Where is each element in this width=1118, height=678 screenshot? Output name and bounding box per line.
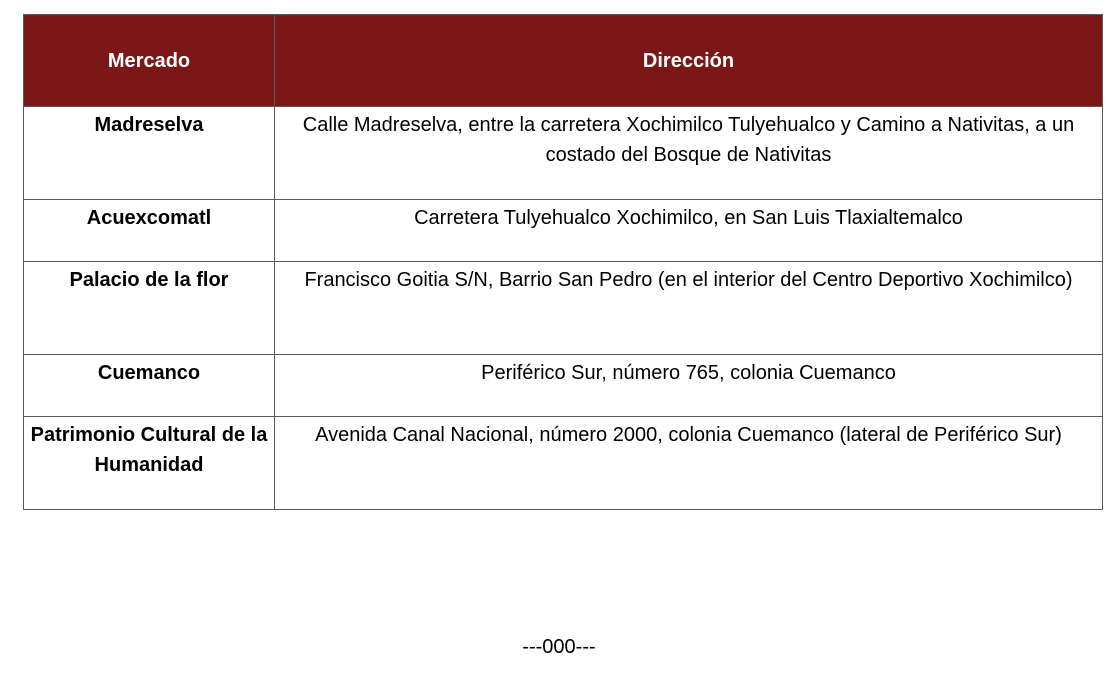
header-market: Mercado bbox=[24, 15, 275, 107]
table-row bbox=[24, 355, 1103, 417]
table-row bbox=[24, 107, 1103, 200]
table-row bbox=[24, 200, 1103, 262]
table-row bbox=[24, 262, 1103, 355]
market-name: Madreselva bbox=[24, 107, 275, 200]
market-name: Patrimonio Cultural de la Humanidad bbox=[24, 417, 275, 510]
market-name: Acuexcomatl bbox=[24, 200, 275, 262]
market-address: Avenida Canal Nacional, número 2000, colonia Cuemanco (lateral de Periférico Sur) bbox=[275, 417, 1103, 510]
market-address: Carretera Tulyehualco Xochimilco, en San Luis Tlaxialtemalco bbox=[275, 200, 1103, 262]
market-address: Calle Madreselva, entre la carretera Xochimilco Tulyehualco y Camino a Nativitas, a un costado del Bosque de Nativitas bbox=[275, 107, 1103, 200]
market-address: Periférico Sur, número 765, colonia Cuemanco bbox=[275, 355, 1103, 417]
table-header-row bbox=[24, 15, 1103, 107]
header-address: Dirección bbox=[275, 15, 1103, 107]
markets-table bbox=[23, 14, 1103, 510]
section-end-mark: ---000--- bbox=[522, 636, 596, 658]
market-address: Francisco Goitia S/N, Barrio San Pedro (en el interior del Centro Deportivo Xochimilco) bbox=[275, 262, 1103, 355]
market-name: Cuemanco bbox=[24, 355, 275, 417]
market-name: Palacio de la flor bbox=[24, 262, 275, 355]
table-row bbox=[24, 417, 1103, 510]
